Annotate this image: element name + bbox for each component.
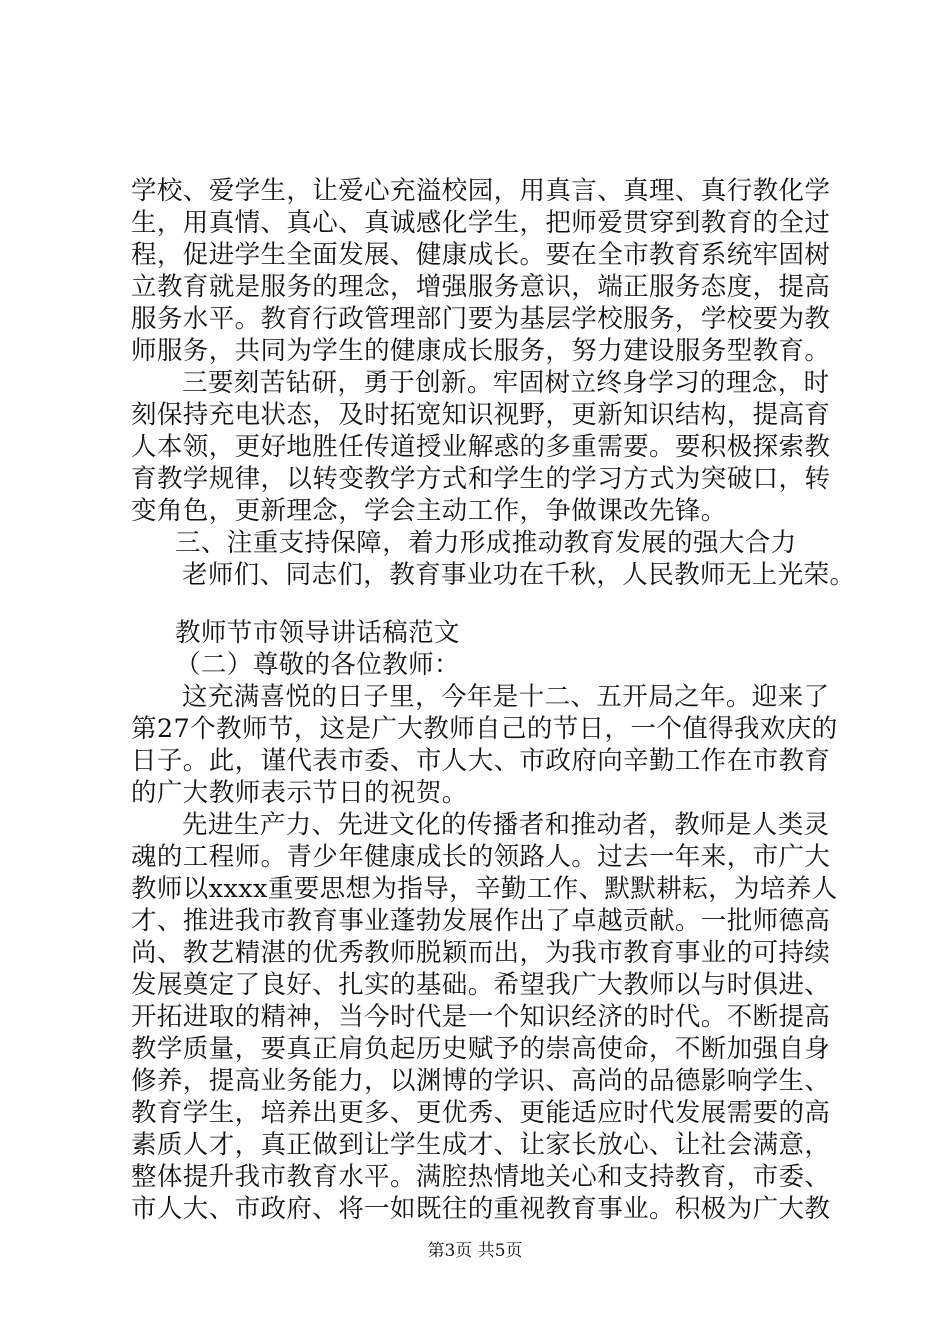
body-text-line: 教师以xxxx重要思想为指导，辛勤工作、默默耕耘，为培养人 <box>131 874 838 904</box>
body-text-line: 市人大、市政府、将一如既往的重视教育事业。积极为广大教 <box>131 1194 831 1224</box>
body-text-line: 三要刻苦钻研，勇于创新。牢固树立终身学习的理念，时 <box>182 368 830 398</box>
body-text-line: 老师们、同志们，教育事业功在千秋，人民教师无上光荣。 <box>182 560 856 590</box>
body-text-line: 立教育就是服务的理念，增强服务意识，端正服务态度，提高 <box>131 272 831 302</box>
body-text-line: 育教学规律，以转变教学方式和学生的学习方式为突破口，转 <box>131 464 831 494</box>
body-text-line: 服务水平。教育行政管理部门要为基层学校服务，学校要为教 <box>131 304 831 334</box>
body-text-line: 学校、爱学生，让爱心充溢校园，用真言、真理、真行教化学 <box>131 176 831 206</box>
body-text-line: 变角色，更新理念，学会主动工作，争做课改先锋。 <box>131 496 727 526</box>
body-text-line: 素质人才，真正做到让学生成才、让家长放心、让社会满意， <box>131 1130 831 1160</box>
body-text-line: 整体提升我市教育水平。满腔热情地关心和支持教育，市委、 <box>131 1162 831 1192</box>
body-text-line: 开拓进取的精神，当今时代是一个知识经济的时代。不断提高 <box>131 1002 831 1032</box>
body-text-line: 修养，提高业务能力，以渊博的学识、高尚的品德影响学生、 <box>131 1066 831 1096</box>
body-text-line: 教育学生，培养出更多、更优秀、更能适应时代发展需要的高 <box>131 1098 831 1128</box>
body-text-line: 师服务，共同为学生的健康成长服务，努力建设服务型教育。 <box>131 336 831 366</box>
document-title: 教师节市领导讲话稿范文 <box>175 618 460 648</box>
body-text-line: 魂的工程师。青少年健康成长的领路人。过去一年来，市广大 <box>131 842 831 872</box>
body-text-line: 的广大教师表示节日的祝贺。 <box>131 778 468 808</box>
body-text-line: 程，促进学生全面发展、健康成长。要在全市教育系统牢固树 <box>131 240 831 270</box>
body-text-line: 刻保持充电状态，及时拓宽知识视野，更新知识结构，提高育 <box>131 400 831 430</box>
salutation: （二）尊敬的各位教师： <box>175 650 460 680</box>
body-text-line: 才、推进我市教育事业蓬勃发展作出了卓越贡献。一批师德高 <box>131 906 831 936</box>
body-text-line: 先进生产力、先进文化的传播者和推动者，教师是人类灵 <box>182 810 830 840</box>
body-text-line: 这充满喜悦的日子里，今年是十二、五开局之年。迎来了 <box>182 682 830 712</box>
page-number-footer: 第3页 共5页 <box>427 1241 523 1261</box>
body-text-line: 第27个教师节，这是广大教师自己的节日，一个值得我欢庆的 <box>131 714 838 744</box>
section-heading: 三、注重支持保障，着力形成推动教育发展的强大合力 <box>175 528 797 558</box>
body-text-line: 生，用真情、真心、真诚感化学生，把师爱贯穿到教育的全过 <box>131 208 831 238</box>
body-text-line: 日子。此，谨代表市委、市人大、市政府向辛勤工作在市教育 <box>131 746 831 776</box>
body-text-line: 人本领，更好地胜任传道授业解惑的多重需要。要积极探索教 <box>131 432 831 462</box>
body-text-line: 教学质量，要真正肩负起历史赋予的崇高使命，不断加强自身 <box>131 1034 831 1064</box>
body-text-line: 发展奠定了良好、扎实的基础。希望我广大教师以与时俱进、 <box>131 970 831 1000</box>
body-text-line: 尚、教艺精湛的优秀教师脱颖而出，为我市教育事业的可持续 <box>131 938 831 968</box>
